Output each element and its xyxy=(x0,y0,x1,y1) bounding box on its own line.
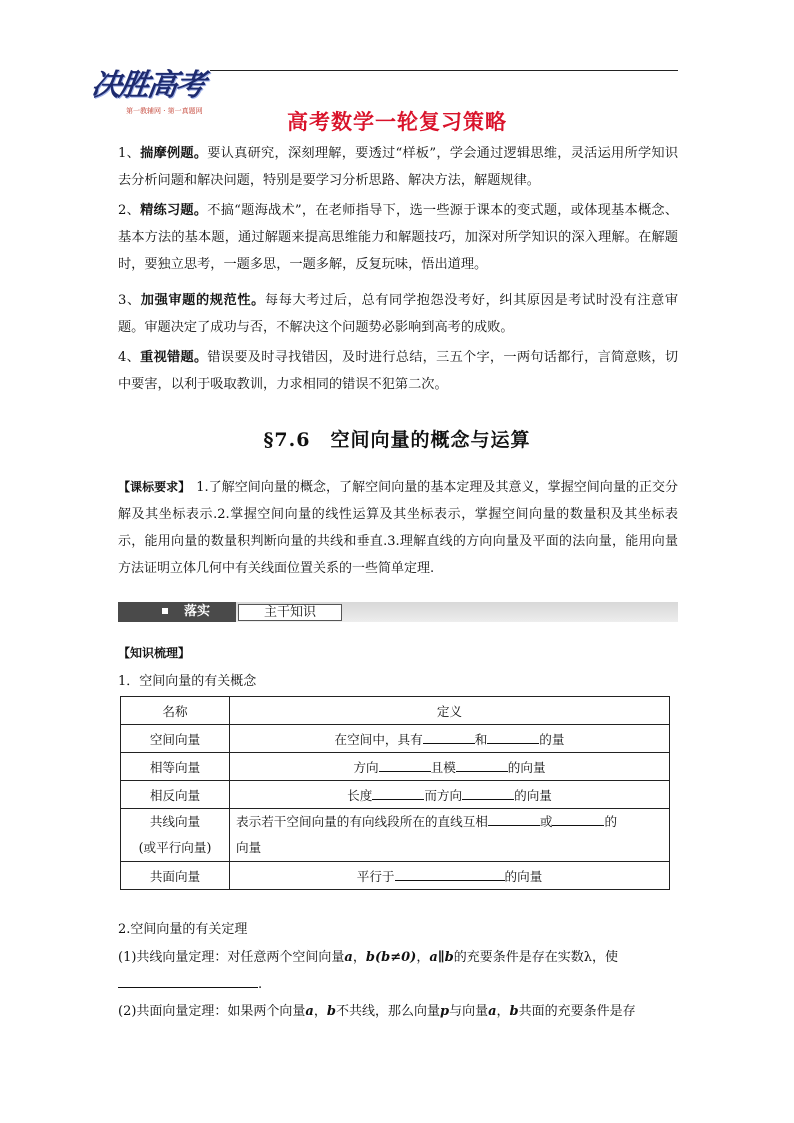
fill-blank[interactable] xyxy=(423,730,475,744)
table-row xyxy=(121,809,670,862)
header-cell-definition: 定义 xyxy=(230,697,670,725)
strategy-head: 加强审题的规范性。 xyxy=(140,293,265,308)
row-definition: 平行于 的向量 xyxy=(230,862,670,890)
band-left-label: 落实 xyxy=(184,604,211,619)
logo-text: 决胜高考 xyxy=(89,68,206,103)
fill-blank[interactable] xyxy=(487,730,539,744)
row-definition: 长度 而方向 的向量 xyxy=(230,781,670,809)
square-bullet-icon xyxy=(162,608,168,614)
fill-blank[interactable] xyxy=(395,867,505,881)
strategy-num: 3、 xyxy=(118,293,141,308)
table-row xyxy=(121,862,670,890)
theorem-coplanar: (2)共面向量定理：如果两个向量a，b不共线，那么向量p与向量a，b共面的充要条件是存 xyxy=(118,1004,636,1019)
strategy-body: 要认真研究，深刻理解，要透过“样板”，学会通过逻辑思维，灵活运用所学知识去分析问题和解决问题，特别是要学习分析思路、解决方法，解题规律。 xyxy=(118,146,679,188)
section-title: §7.6 空间向量的概念与运算 xyxy=(263,429,531,451)
curriculum-requirements xyxy=(118,474,678,582)
row-definition: 在空间中，具有 和 的量 xyxy=(230,725,670,753)
strategy-head: 揣摩例题。 xyxy=(140,146,208,161)
requirements-tag: 【课标要求】 xyxy=(118,480,191,494)
fill-blank[interactable] xyxy=(379,758,431,772)
row-definition: 表示若干空间向量的有向线段所在的直线互相 或 的 向量 xyxy=(230,809,670,862)
strategy-1 xyxy=(118,140,678,194)
document-title: 高考数学一轮复习策略 xyxy=(287,110,507,134)
fill-blank[interactable] xyxy=(118,974,258,988)
header-rule xyxy=(210,70,678,71)
strategy-head: 精练习题。 xyxy=(140,203,208,218)
concepts-table xyxy=(120,696,670,890)
table-row xyxy=(121,725,670,753)
section-band xyxy=(118,602,678,622)
fill-blank[interactable] xyxy=(372,786,424,800)
strategy-head: 重视错题。 xyxy=(140,350,208,365)
strategy-body: 每每大考过后，总有同学抱怨没考好，纠其原因是考试时没有注意审题。审题决定了成功与否，不解决这个问题势必影响到高考的成败。 xyxy=(118,293,679,335)
table-header-row xyxy=(121,697,670,725)
theorem-collinear: (1)共线向量定理：对任意两个空间向量a，b(b≠0)，a∥b的充要条件是存在实数λ，使 . xyxy=(118,950,618,992)
band-left xyxy=(118,602,236,622)
band-right-label: 主干知识 xyxy=(238,604,342,621)
subsection-2-title: 2.空间向量的有关定理 xyxy=(118,922,248,937)
row-definition: 方向 且模 的向量 xyxy=(230,753,670,781)
row-name: 共面向量 xyxy=(121,862,230,890)
strategy-num: 4、 xyxy=(118,350,141,365)
strategy-4 xyxy=(118,344,678,398)
subsection-1-title: 1．空间向量的有关概念 xyxy=(118,674,257,689)
row-name: 空间向量 xyxy=(121,725,230,753)
strategy-body: 错误要及时寻找错因，及时进行总结，三五个字，一两句话都行，言简意赅，切中要害，以利于吸取教训，力求相同的错误不犯第二次。 xyxy=(118,350,679,392)
fill-blank[interactable] xyxy=(462,786,514,800)
requirements-text: 1.了解空间向量的概念，了解空间向量的基本定理及其意义，掌握空间向量的正交分解及其坐标表示.2.掌握空间向量的线性运算及其坐标表示，掌握空间向量的数量积及其坐标表示，能用向量的数量积判断向量的共线和垂直.3.理解直线的方向向量及平面的法向量，能用向量方法证明立体几何中有关线面位置关系的一些简单定理. xyxy=(118,480,678,576)
strategy-num: 1、 xyxy=(118,146,141,161)
strategy-num: 2、 xyxy=(118,203,141,218)
table-row xyxy=(121,753,670,781)
header-cell-name: 名称 xyxy=(121,697,230,725)
strategy-2 xyxy=(118,197,678,278)
knowledge-label: 【知识梳理】 xyxy=(118,646,191,660)
row-name: 相等向量 xyxy=(121,753,230,781)
table-row xyxy=(121,781,670,809)
fill-blank[interactable] xyxy=(488,812,540,826)
fill-blank[interactable] xyxy=(552,812,604,826)
strategy-3 xyxy=(118,287,678,341)
fill-blank[interactable] xyxy=(456,758,508,772)
row-name: 共线向量 (或平行向量) xyxy=(121,809,230,862)
strategy-body: 不搞“题海战术”，在老师指导下，选一些源于课本的变式题，或体现基本概念、基本方法的基本题，通过解题来提高思维能力和解题技巧，加深对所学知识的深入理解。在解题时，要独立思考，一题多思，一题多解，反复玩味，悟出道理。 xyxy=(118,203,679,272)
logo-subtext: 第一教辅网 · 第一真题网 xyxy=(126,107,203,115)
row-name: 相反向量 xyxy=(121,781,230,809)
